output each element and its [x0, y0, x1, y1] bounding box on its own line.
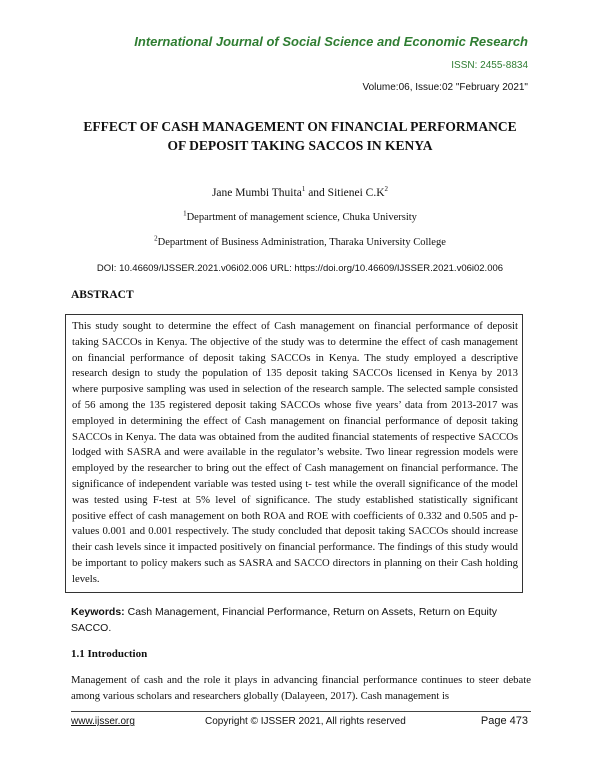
author-1: Jane Mumbi Thuita	[211, 187, 302, 199]
affiliation-2-text: Department of Business Administration, Tharaka University College	[157, 237, 446, 248]
paper-title	[60, 117, 540, 155]
footer-page-number: Page 473	[480, 715, 528, 727]
footer-copyright: Copyright © IJSSER 2021, All rights reserved	[205, 716, 406, 727]
abstract-heading: ABSTRACT	[71, 289, 134, 301]
author-2-sup: 2	[384, 185, 389, 194]
introduction-text: Management of cash and the role it plays in advancing financial performance continues to steer debate among various scholars and researchers globally (Dalayeen, 2017). Cash management is	[71, 674, 531, 702]
authors	[0, 187, 600, 199]
affiliation-1-sup: 1	[183, 209, 187, 218]
keywords-text: Cash Management, Financial Performance, Return on Assets, Return on Equity SACCO.	[71, 606, 500, 634]
keywords-label: Keywords:	[71, 606, 125, 618]
footer-website-link[interactable]: www.ijsser.org	[71, 716, 135, 727]
issn: ISSN: 2455-8834	[451, 60, 528, 71]
author-joiner: and	[305, 187, 328, 199]
footer-divider	[71, 711, 531, 712]
title-line-1: EFFECT OF CASH MANAGEMENT ON FINANCIAL PERFORMANCE	[83, 119, 517, 134]
journal-name: International Journal of Social Science and Economic Research	[134, 34, 528, 49]
author-1-sup: 1	[301, 185, 306, 194]
affiliation-2-sup: 2	[154, 234, 158, 243]
abstract-text: This study sought to determine the effect of Cash management on financial performance of deposit taking SACCOs in Kenya. The objective of the study was to determine the effect of cash management on financial performance of deposit taking SACCOs in Kenya. The study employed a descriptive research design to study the population of 135 deposit taking SACCOs licensed in Kenya by 2013 where purposive sampling was used in selection of the research sample. The selected sample consisted of 56 among the 135 registered deposit taking SACCOs whose five years’ data from 2013-2017 was employed in determining the effect of Cash management on financial performance of deposit taking SACCOs in Kenya. The data was obtained from the audited financial statements of respective SACCOs lodged with SASRA and were available in the regulator’s website. Two linear regression models were employed by the researcher to bring out the effect of Cash management on financial performance. The significance of independent variable was tested using t- test while the overall significance of the model was tested using F-test at 5% level of significance. The study established statistically significant positive effect of cash management on both ROA and ROE with coefficients of 0.332 and 0.505 and p-values 0.001 and 0.001 respectively. The study concluded that deposit taking SACCOs should increase their cash levels since it impacted positively on financial performance. The findings of this study would be important to policy makers such as SASRA and SACCO directors in planning on their Cash holding levels.	[72, 320, 518, 585]
affiliation-1	[0, 209, 600, 223]
volume-issue: Volume:06, Issue:02 "February 2021"	[362, 82, 528, 93]
author-2: Sitienei C.K	[327, 187, 385, 199]
abstract-box	[65, 314, 523, 593]
section-heading-introduction: 1.1 Introduction	[71, 648, 148, 660]
affiliation-1-text: Department of management science, Chuka University	[186, 212, 417, 223]
doi-url[interactable]: DOI: 10.46609/IJSSER.2021.v06i02.006 URL: https://doi.org/10.46609/IJSSER.2021.v06i02.006	[96, 263, 504, 274]
affiliation-2	[0, 234, 600, 248]
keywords	[71, 604, 531, 636]
title-line-2: OF DEPOSIT TAKING SACCOS IN KENYA	[167, 138, 433, 153]
